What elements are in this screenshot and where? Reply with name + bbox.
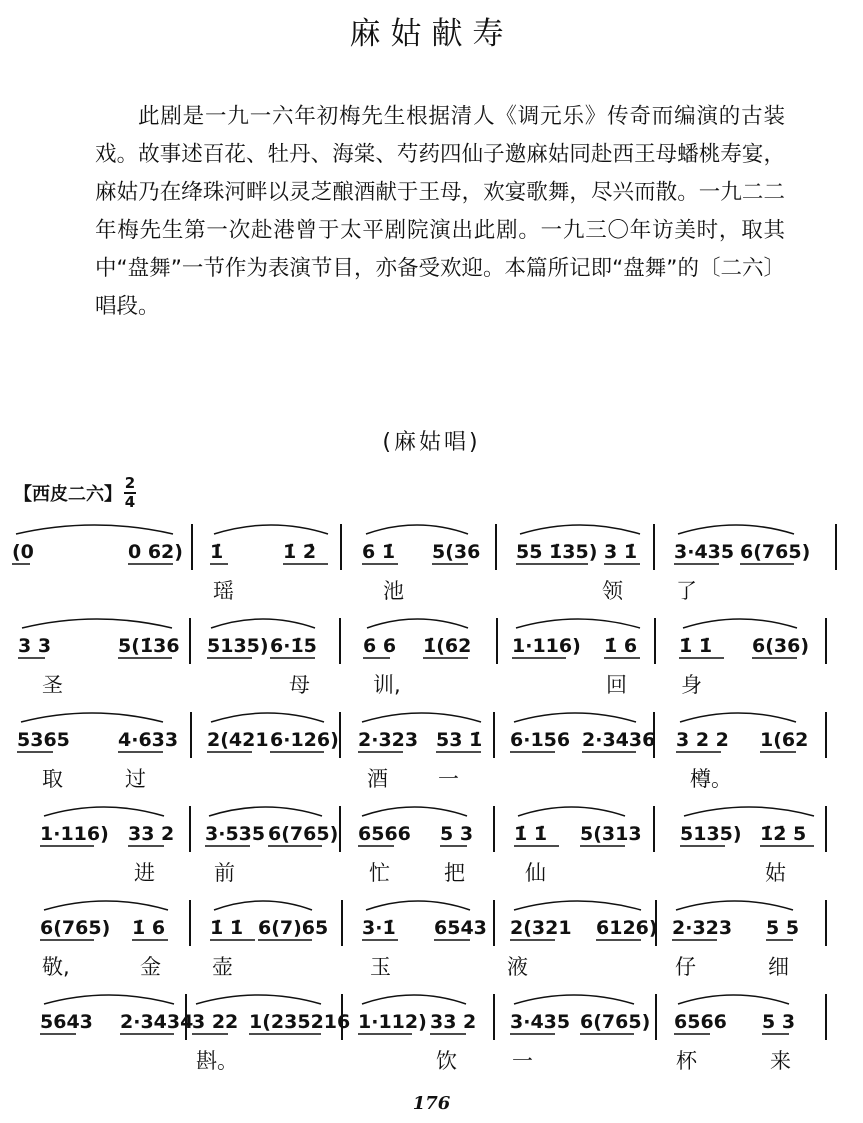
note-group: 3·435 bbox=[674, 541, 735, 563]
slur bbox=[214, 901, 312, 910]
lyric: 前 bbox=[214, 861, 235, 885]
lyric: 斟。 bbox=[196, 1049, 238, 1073]
note-group: 5(36 bbox=[432, 541, 481, 563]
lyric: 母 bbox=[289, 673, 310, 697]
note-group: 1̇ bbox=[210, 541, 224, 563]
note-group: 3·435 bbox=[510, 1011, 571, 1033]
note-group: 6 1̇ bbox=[362, 541, 396, 563]
lyric: 领 bbox=[602, 579, 623, 603]
note-group: 5643 bbox=[40, 1011, 93, 1033]
lyric: 姑 bbox=[765, 861, 786, 885]
slur bbox=[680, 713, 796, 722]
note-group: 5 3 bbox=[440, 823, 474, 845]
note-group: 1·112) bbox=[358, 1011, 427, 1033]
slur bbox=[44, 807, 164, 816]
lyric: 壶 bbox=[212, 955, 233, 979]
note-group: 2(321 bbox=[510, 917, 572, 939]
note-group: 5 5 bbox=[766, 917, 800, 939]
lyric: 一 bbox=[512, 1049, 533, 1073]
note-group: 5365 bbox=[17, 729, 70, 751]
slur bbox=[514, 995, 634, 1004]
note-group: 4·633 bbox=[118, 729, 179, 751]
note-group: 6·1̇5 bbox=[270, 635, 317, 657]
slur bbox=[514, 901, 641, 910]
lyric: 训, bbox=[373, 673, 401, 697]
slur bbox=[514, 713, 636, 722]
slur bbox=[367, 619, 468, 628]
slur bbox=[678, 995, 789, 1004]
singer-label: (麻姑唱) bbox=[382, 430, 481, 455]
score-row bbox=[17, 712, 826, 791]
score-row bbox=[40, 806, 826, 885]
note-group: 2·323 bbox=[358, 729, 419, 751]
score-row bbox=[40, 900, 826, 979]
lyric: 金 bbox=[140, 955, 161, 979]
slur bbox=[214, 525, 328, 534]
lyric: 瑶 bbox=[213, 579, 234, 603]
note-group: 6·126) bbox=[270, 729, 339, 751]
score-row bbox=[18, 618, 826, 697]
note-group: 6(765) bbox=[268, 823, 339, 845]
note-group: 1̇ 1̇ bbox=[514, 823, 548, 845]
note-group: 1(62 bbox=[760, 729, 809, 751]
slur bbox=[520, 525, 640, 534]
note-group: 55 1̇35) bbox=[516, 541, 598, 563]
note-group: 5 3 bbox=[762, 1011, 796, 1033]
slur bbox=[678, 525, 794, 534]
slur bbox=[362, 995, 466, 1004]
lyric: 圣 bbox=[42, 673, 63, 697]
page-number: 176 bbox=[412, 1093, 451, 1114]
note-group: 6126) bbox=[596, 917, 658, 939]
lyric: 樽。 bbox=[690, 767, 732, 791]
note-group: 33 2 bbox=[128, 823, 175, 845]
lyric: 身 bbox=[681, 673, 702, 697]
note-group: 5135) bbox=[680, 823, 742, 845]
slur bbox=[44, 901, 168, 910]
slur bbox=[211, 713, 324, 722]
note-group: 6566 bbox=[358, 823, 411, 845]
note-group: 53 1̇ bbox=[436, 729, 483, 751]
note-group: 3·1̇ bbox=[362, 917, 396, 939]
note-group: 1̇ 1̇ bbox=[210, 917, 244, 939]
note-group: 6566 bbox=[674, 1011, 727, 1033]
meter-bottom: 4 bbox=[124, 493, 136, 511]
lyric: 杯 bbox=[676, 1049, 697, 1073]
note-group: 1·116) bbox=[40, 823, 109, 845]
note-group: 6(765) bbox=[580, 1011, 651, 1033]
note-group: 2·3434 bbox=[120, 1011, 194, 1033]
note-group: 33 2 bbox=[430, 1011, 477, 1033]
note-group: 3 1̇ bbox=[604, 541, 638, 563]
lyric: 了 bbox=[676, 579, 697, 603]
note-group: 1̇ 6 bbox=[132, 917, 166, 939]
slur bbox=[362, 713, 481, 722]
slur bbox=[21, 713, 163, 722]
note-group: (0 bbox=[12, 541, 34, 563]
lyric: 饮 bbox=[436, 1049, 457, 1073]
meter-top: 2 bbox=[124, 474, 136, 492]
slur bbox=[516, 619, 640, 628]
slur bbox=[44, 995, 174, 1004]
lyric: 仔 bbox=[675, 955, 696, 979]
note-group: 3 3 bbox=[18, 635, 52, 657]
lyric: 过 bbox=[125, 767, 146, 791]
slur bbox=[684, 807, 814, 816]
lyric: 池 bbox=[383, 579, 404, 603]
lyric: 一 bbox=[438, 767, 459, 791]
note-group: 6(765) bbox=[740, 541, 811, 563]
lyric: 玉 bbox=[370, 955, 391, 979]
lyric: 来 bbox=[770, 1049, 791, 1073]
lyric: 敬, bbox=[42, 955, 70, 979]
note-group: 5(313 bbox=[580, 823, 642, 845]
lyric: 酒 bbox=[367, 767, 388, 791]
mode-name: 【西皮二六】 bbox=[14, 484, 122, 505]
slur bbox=[211, 619, 315, 628]
note-group: 6(765) bbox=[40, 917, 111, 939]
slur bbox=[366, 525, 468, 534]
note-group: 1·116) bbox=[512, 635, 581, 657]
slur bbox=[196, 995, 321, 1004]
note-group: 3·535 bbox=[205, 823, 266, 845]
note-group: 6543 bbox=[434, 917, 487, 939]
slur bbox=[366, 901, 470, 910]
note-group: 1̇ 6 bbox=[604, 635, 638, 657]
note-group: 1̇ 1̇ bbox=[679, 635, 713, 657]
lyric: 细 bbox=[768, 955, 789, 979]
note-group: 3 22 bbox=[192, 1011, 239, 1033]
note-group: 1(235216 bbox=[249, 1011, 351, 1033]
note-group: 2·3436 bbox=[582, 729, 656, 751]
slur bbox=[518, 807, 625, 816]
intro-text: 此剧是一九一六年初梅先生根据清人《调元乐》传奇而编演的古装戏。故事述百花、牡丹、海棠、芍药四仙子邀麻姑同赴西王母蟠桃寿宴，麻姑乃在绛珠河畔以灵芝酿酒献于王母，欢宴歌舞，尽兴而散。一九二二年梅先生第一次赴港曾于太平剧院演出此剧。一九三〇年访美时，取其中“盘舞”一节作为表演节目，亦备受欢迎。本篇所记即“盘舞”的〔二六〕唱段。 bbox=[95, 104, 785, 319]
note-group: 5(1̇36 bbox=[118, 635, 180, 657]
lyric: 把 bbox=[444, 861, 465, 885]
note-group: 2(421 bbox=[207, 729, 269, 751]
lyric: 进 bbox=[134, 861, 155, 885]
page-title: 麻姑献寿 bbox=[349, 16, 514, 52]
note-group: 3 2 2 bbox=[676, 729, 729, 751]
note-group: 2·323 bbox=[672, 917, 733, 939]
note-group: 5135) bbox=[207, 635, 269, 657]
lyric: 仙 bbox=[525, 861, 546, 885]
note-group: 1̇ 2̇ bbox=[283, 541, 317, 563]
slur bbox=[16, 525, 173, 534]
slur bbox=[209, 807, 322, 816]
score-row bbox=[40, 994, 826, 1073]
note-group: 6(36) bbox=[752, 635, 810, 657]
note-group: 1̇2̇ 5 bbox=[760, 823, 807, 845]
slur bbox=[22, 619, 172, 628]
note-group: 1̇(62 bbox=[423, 635, 472, 657]
lyric: 回 bbox=[606, 673, 627, 697]
lyric: 忙 bbox=[369, 861, 390, 885]
lyric: 取 bbox=[42, 767, 63, 791]
slur bbox=[676, 901, 793, 910]
note-group: 6·156 bbox=[510, 729, 571, 751]
score-row bbox=[12, 524, 836, 603]
lyric: 液 bbox=[507, 955, 528, 979]
slur bbox=[683, 619, 797, 628]
note-group: 6 6 bbox=[363, 635, 397, 657]
note-group: 0 62) bbox=[128, 541, 183, 563]
note-group: 6(7)65 bbox=[258, 917, 329, 939]
slur bbox=[362, 807, 467, 816]
